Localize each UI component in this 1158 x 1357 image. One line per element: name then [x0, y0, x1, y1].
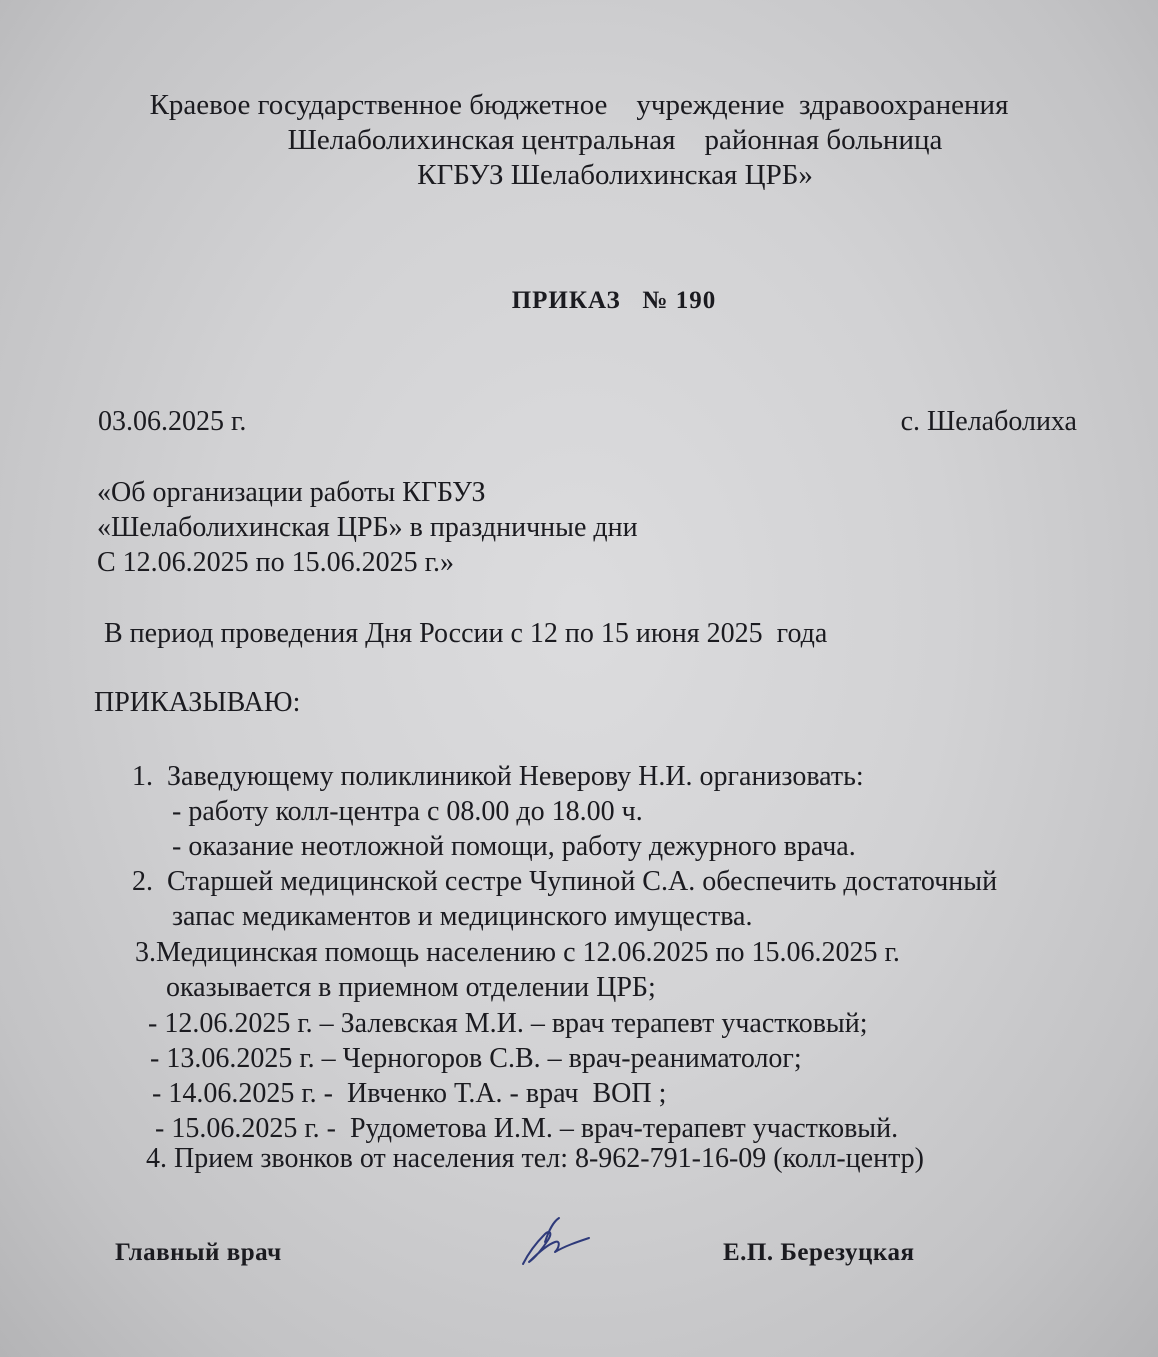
org-name-line-3: КГБУЗ Шелаболихинская ЦРБ» — [417, 159, 813, 191]
signatory-name: Е.П. Березуцкая — [723, 1239, 915, 1266]
decree-word: ПРИКАЗЫВАЮ: — [94, 687, 301, 718]
item-3-line-1: 3.Медицинская помощь населению с 12.06.2025 по 15.06.2025 г. — [135, 937, 900, 968]
duty-entry-2: - 13.06.2025 г. – Черногоров С.В. – врач-реаниматолог; — [150, 1043, 802, 1074]
signatory-position: Главный врач — [115, 1239, 282, 1266]
org-name-line-2: Шелаболихинская центральная районная больница — [287, 124, 943, 156]
org-name-line-1: Краевое государственное бюджетное учреждение здравоохранения — [149, 89, 1009, 121]
duty-entry-4: - 15.06.2025 г. - Рудометова И.М. – врач-терапевт участковый. — [155, 1113, 899, 1144]
duty-entry-1: - 12.06.2025 г. – Залевская М.И. – врач терапевт участковый; — [148, 1008, 868, 1039]
order-title: ПРИКАЗ № 190 — [511, 287, 717, 314]
order-subject-line-1: «Об организации работы КГБУЗ — [97, 477, 486, 508]
item-3-line-2: оказывается в приемном отделении ЦРБ; — [166, 972, 656, 1003]
item-1-line-3: - оказание неотложной помощи, работу дежурного врача. — [172, 831, 856, 862]
order-date: 03.06.2025 г. — [98, 406, 247, 437]
handwritten-signature — [515, 1212, 595, 1272]
item-1-line-1: 1. Заведующему поликлиникой Неверову Н.И. организовать: — [132, 761, 864, 792]
item-2-line-1: 2. Старшей медицинской сестре Чупиной С.А. обеспечить достаточный — [132, 866, 998, 897]
order-subject-line-2: «Шелаболихинская ЦРБ» в праздничные дни — [97, 512, 638, 543]
duty-entry-3: - 14.06.2025 г. - Ивченко Т.А. - врач ВОП ; — [152, 1078, 667, 1109]
item-2-line-2: запас медикаментов и медицинского имущества. — [172, 901, 753, 932]
preamble: В период проведения Дня России с 12 по 15 июня 2025 года — [104, 618, 828, 649]
item-1-line-2: - работу колл-центра с 08.00 до 18.00 ч. — [172, 796, 643, 827]
order-place: с. Шелаболиха — [900, 406, 1077, 437]
item-4-line-1: 4. Прием звонков от населения тел: 8-962-791-16-09 (колл-центр) — [146, 1143, 924, 1174]
order-subject-line-3: С 12.06.2025 по 15.06.2025 г.» — [97, 547, 454, 578]
